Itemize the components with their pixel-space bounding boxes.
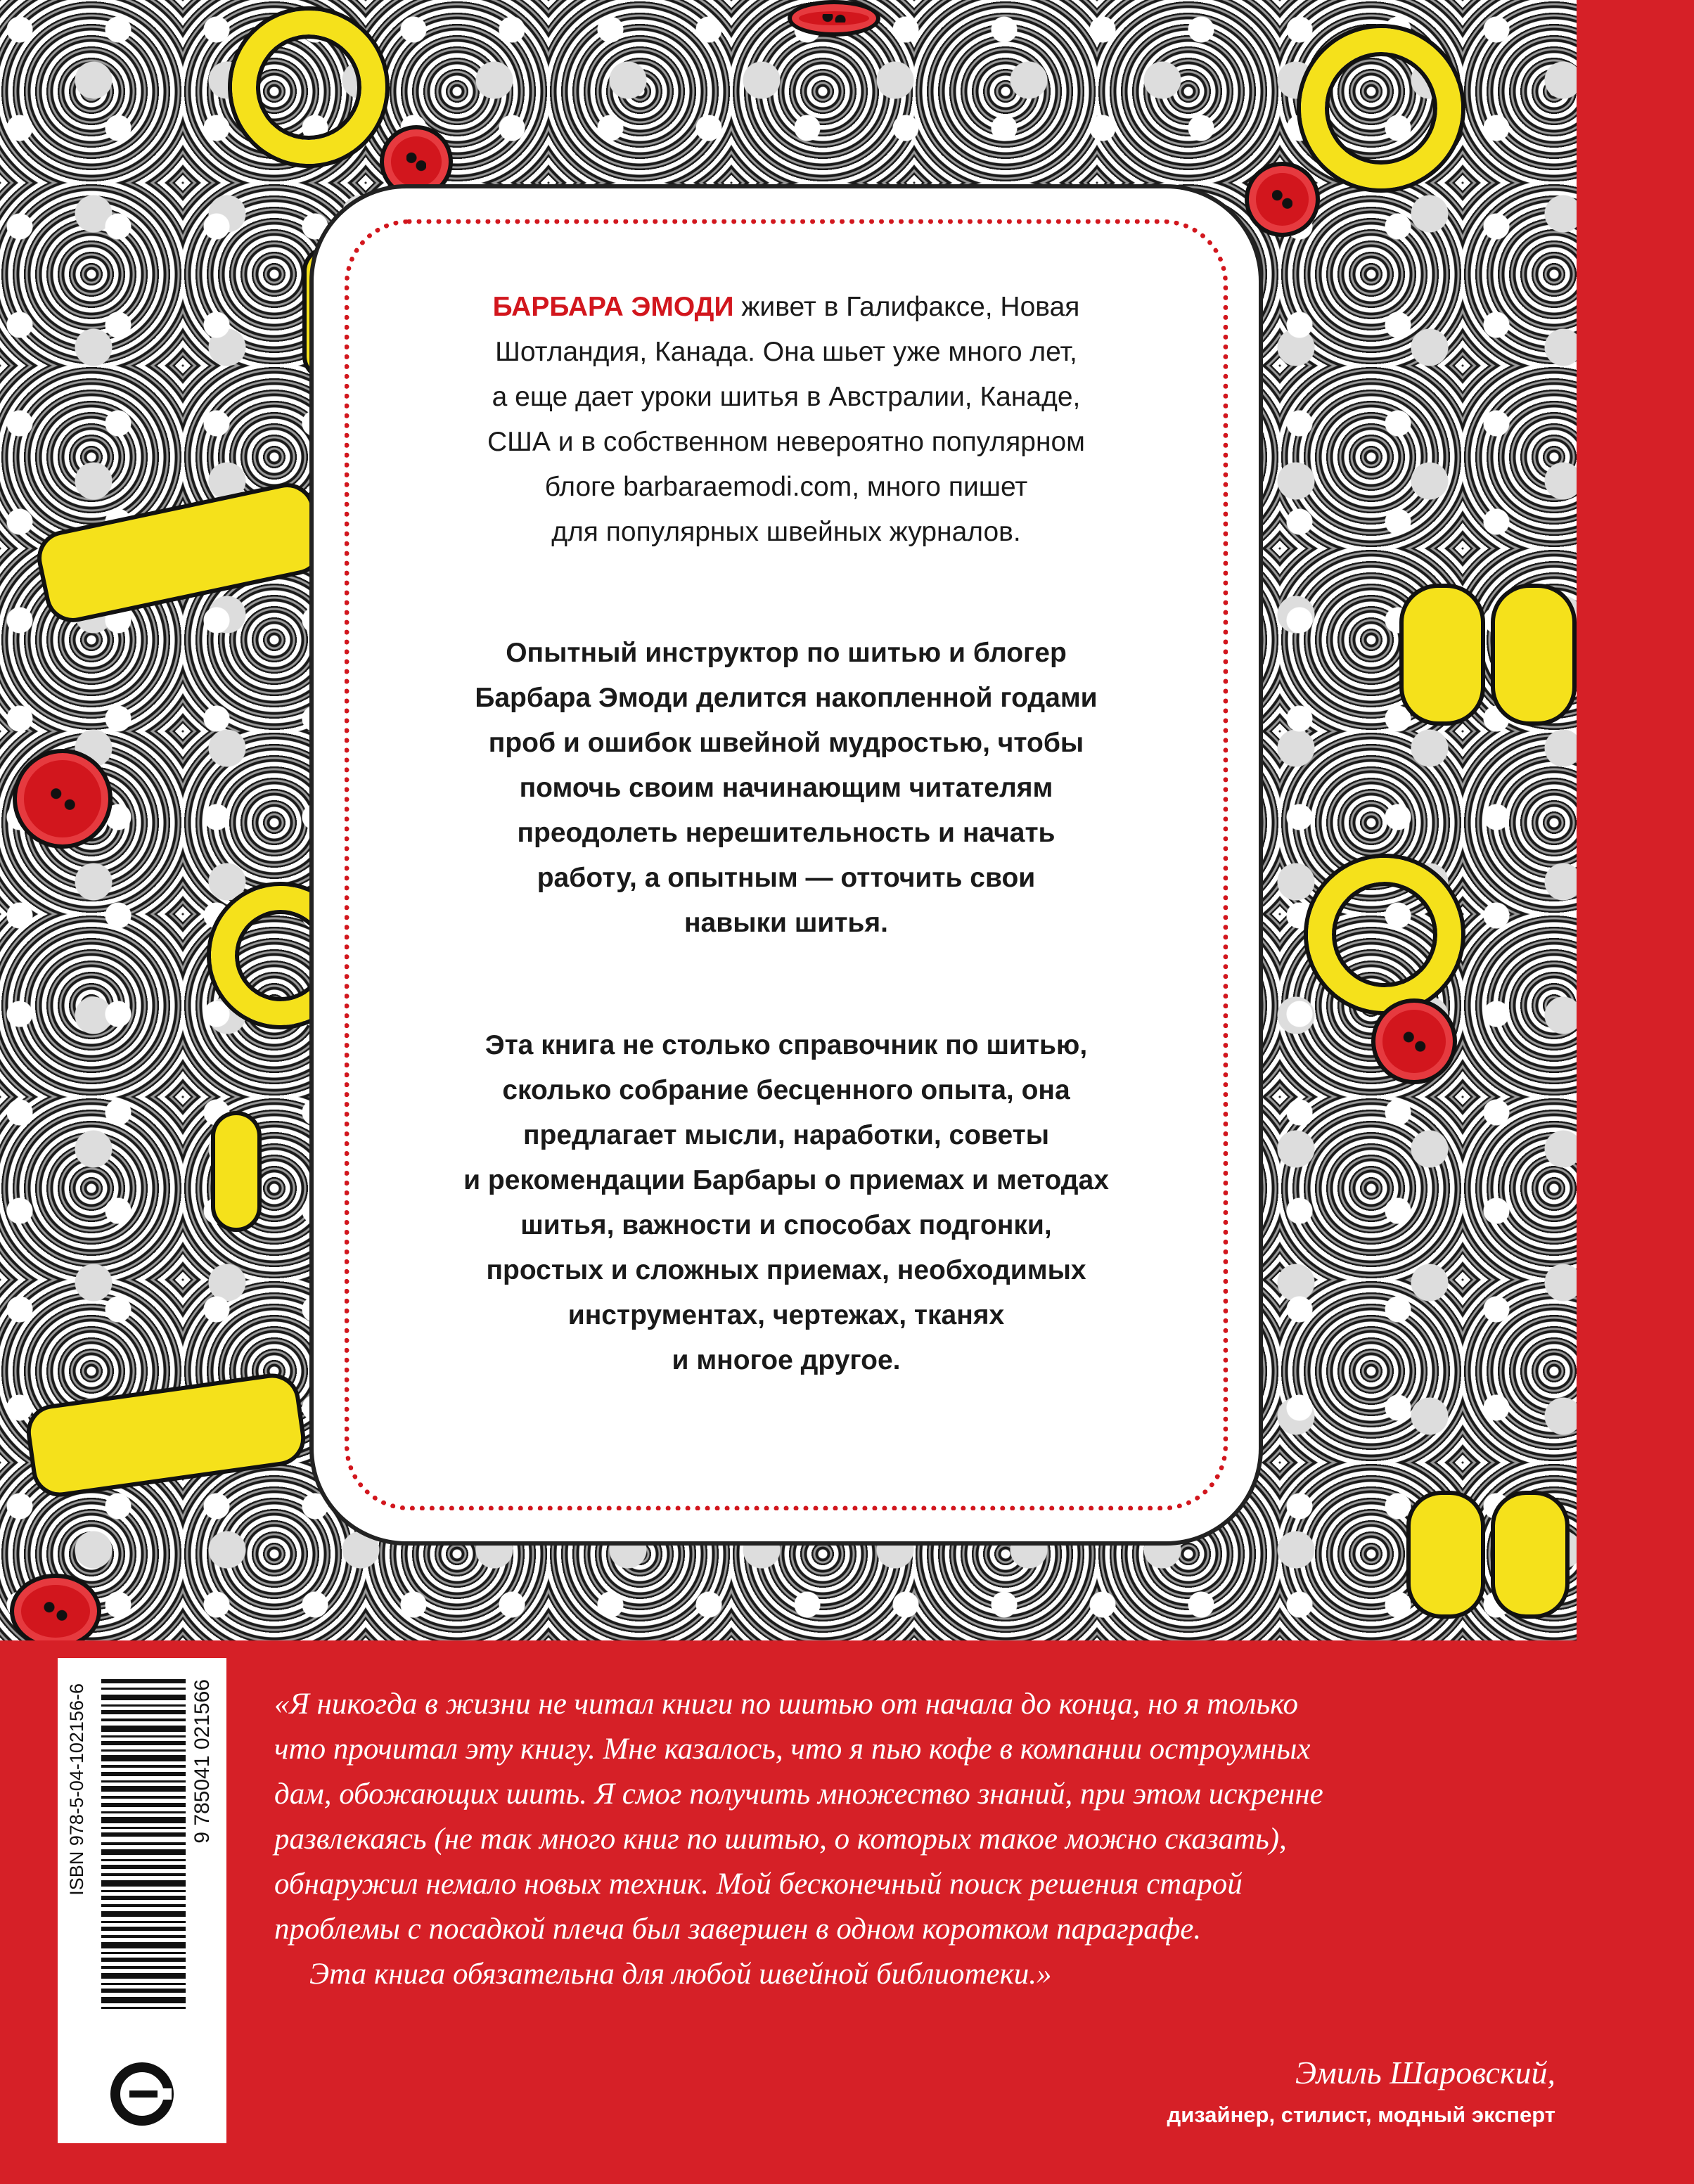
description-line: помочь своим начинающим читателям: [519, 773, 1053, 803]
quote-line: проблемы с посадкой плеча был завершен в одном коротком параграфе.: [274, 1913, 1202, 1946]
scissors-handle-icon: [1406, 1491, 1485, 1619]
description-line: навыки шитья.: [684, 908, 888, 938]
attribution-role: дизайнер, стилист, модный эксперт: [1167, 2102, 1555, 2127]
quote-line: обнаружил немало новых техник. Мой бесконечный поиск решения старой: [274, 1868, 1243, 1901]
quote-line: что прочитал эту книгу. Мне казалось, что я пью кофе в компании остроумных: [274, 1733, 1311, 1766]
barcode-bars: [101, 1679, 186, 2009]
yellow-spiral-icon: [1301, 28, 1461, 188]
panel-content: [371, 285, 1201, 1383]
scissors-handle-icon: [1491, 584, 1577, 726]
bio-line: Шотландия, Канада. Она шьет уже много лет,: [495, 337, 1077, 367]
barcode-digits: 9 785041 021566: [191, 1679, 214, 1844]
red-button-icon: [13, 749, 113, 849]
summary-line: сколько собрание бесценного опыта, она: [502, 1075, 1070, 1105]
bio-line: для популярных швейных журналов.: [551, 517, 1021, 547]
quote-line: развлекаясь (не так много книг по шитью, о которых такое можно сказать),: [274, 1823, 1287, 1856]
red-button-icon: [788, 0, 880, 37]
text-panel: [329, 204, 1243, 1526]
measuring-tape-icon: [211, 1111, 262, 1232]
eksmo-logo-icon: [115, 2067, 172, 2121]
measuring-tape-icon: [23, 1370, 309, 1500]
description-line: работу, а опытным — отточить свои: [537, 863, 1036, 893]
book-summary: [371, 1023, 1201, 1383]
bio-line: США и в собственном невероятно популярном: [487, 427, 1085, 457]
scissors-handle-icon: [1491, 1491, 1570, 1619]
review-quote: [274, 1682, 1631, 1997]
quote-line: Эта книга обязательна для любой швейной библиотеки.»: [309, 1958, 1052, 1991]
measuring-tape-icon: [32, 478, 328, 628]
description-line: Барбара Эмоди делится накопленной годами: [475, 683, 1098, 713]
summary-line: инструментах, чертежах, тканях: [567, 1300, 1005, 1330]
summary-line: и многое другое.: [672, 1345, 901, 1375]
attribution-name: Эмиль Шаровский,: [1295, 2055, 1555, 2090]
red-spool-icon: [1371, 998, 1457, 1084]
summary-line: Эта книга не столько справочник по шитью,: [485, 1030, 1088, 1060]
barcode-box: [58, 1658, 226, 2143]
quote-attribution: [1167, 2052, 1555, 2136]
description-line: преодолеть нерешительность и начать: [517, 818, 1055, 848]
summary-line: и рекомендации Барбары о приемах и методах: [463, 1165, 1109, 1195]
book-description: [371, 631, 1201, 946]
red-spool-icon: [1245, 162, 1320, 237]
description-line: проб и ошибок швейной мудростью, чтобы: [488, 728, 1084, 758]
yellow-spiral-icon: [1308, 858, 1461, 1011]
bio-line: а еще дает уроки шитья в Австралии, Канаде,: [492, 382, 1081, 412]
red-button-icon: [380, 125, 453, 198]
spine-red-strip: [1577, 0, 1694, 1640]
bio-line: блоге barbaraemodi.com, много пишет: [544, 472, 1028, 502]
red-button-icon: [10, 1574, 101, 1640]
barcode: [58, 1658, 226, 2143]
author-name: БАРБАРА ЭМОДИ: [492, 292, 734, 322]
isbn-text: ISBN 978-5-04-102156-6: [66, 1683, 87, 1896]
quote-line: «Я никогда в жизни не читал книги по шитью от начала до конца, но я только: [274, 1688, 1299, 1721]
summary-line: простых и сложных приемах, необходимых: [486, 1255, 1086, 1285]
summary-line: шитья, важности и способах подгонки,: [520, 1210, 1052, 1240]
summary-line: предлагает мысли, наработки, советы: [522, 1120, 1050, 1150]
scissors-handle-icon: [1399, 584, 1485, 726]
yellow-spiral-icon: [232, 11, 385, 164]
author-bio: [371, 285, 1201, 555]
description-line: Опытный инструктор по шитью и блогер: [506, 638, 1067, 668]
bio-line: живет в Галифаксе, Новая: [733, 292, 1080, 322]
quote-line: дам, обожающих шить. Я смог получить множество знаний, при этом искренне: [274, 1778, 1323, 1811]
